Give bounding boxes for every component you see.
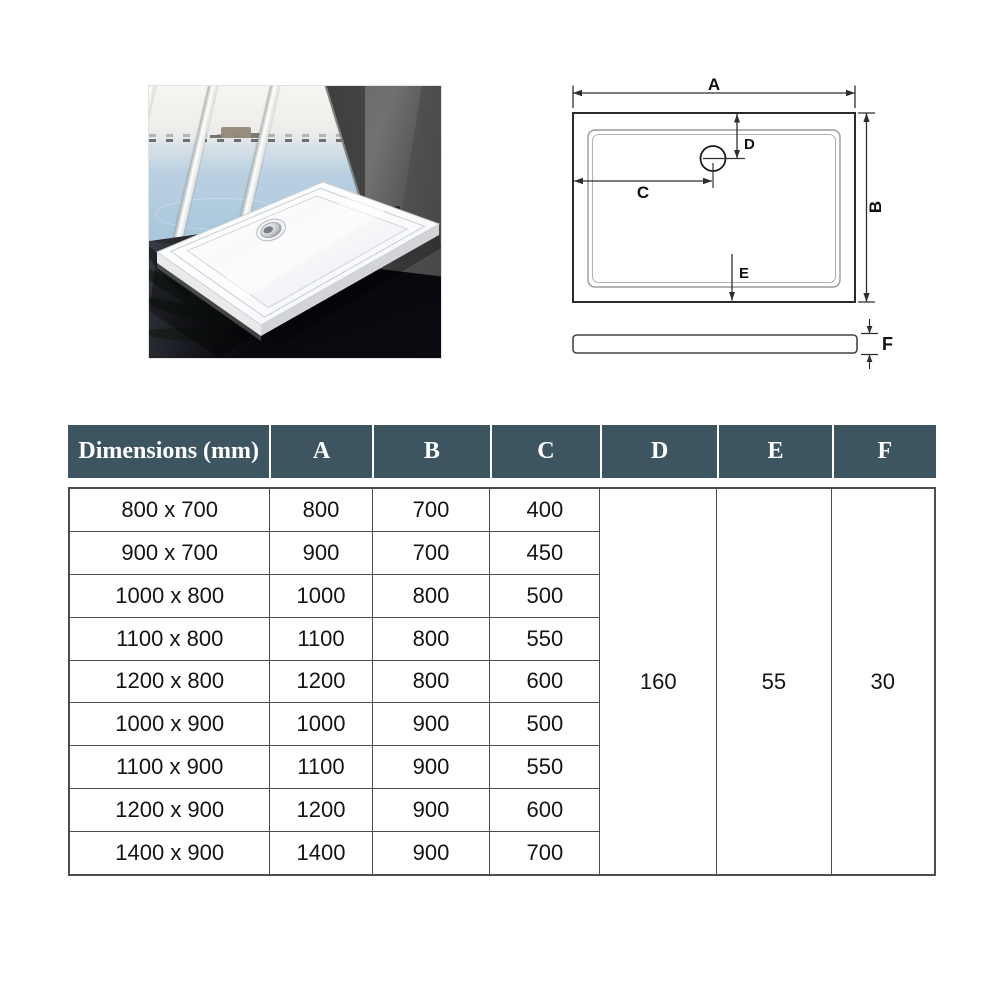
dim-label-e: E	[739, 265, 750, 282]
size-cell: 800 x 700	[69, 488, 270, 532]
c-cell: 400	[490, 488, 600, 532]
size-cell: 1100 x 900	[69, 746, 270, 789]
arrow-down-icon	[867, 326, 873, 334]
size-cell: 1200 x 800	[69, 660, 270, 703]
b-cell: 900	[372, 703, 490, 746]
size-cell: 1000 x 900	[69, 703, 270, 746]
c-cell: 500	[490, 703, 600, 746]
a-cell: 1000	[270, 703, 372, 746]
d-merged-cell: 160	[600, 488, 717, 875]
b-cell: 900	[372, 831, 490, 875]
size-cell: 1100 x 800	[69, 617, 270, 660]
b-cell: 900	[372, 788, 490, 831]
shower-tray	[149, 86, 441, 358]
col-header-d: D	[600, 425, 717, 478]
a-cell: 1100	[270, 617, 372, 660]
size-cell: 1400 x 900	[69, 831, 270, 875]
tray-side-view	[573, 335, 857, 353]
size-cell: 1200 x 900	[69, 788, 270, 831]
c-cell: 550	[490, 617, 600, 660]
col-header-c: C	[490, 425, 600, 478]
f-merged-cell: 30	[831, 488, 935, 875]
a-cell: 1100	[270, 746, 372, 789]
c-cell: 600	[490, 788, 600, 831]
c-cell: 450	[490, 532, 600, 575]
shower-tray-photo	[148, 85, 442, 359]
b-cell: 900	[372, 746, 490, 789]
table-row	[69, 488, 935, 532]
tray-outline	[573, 113, 855, 302]
a-cell: 900	[270, 532, 372, 575]
arrow-left-icon	[573, 90, 582, 96]
dim-label-f: F	[882, 334, 893, 354]
a-cell: 1200	[270, 660, 372, 703]
c-cell: 700	[490, 831, 600, 875]
arrow-up-icon	[867, 355, 873, 363]
col-header-a: A	[269, 425, 371, 478]
arrow-down-icon	[863, 293, 869, 302]
a-cell: 1400	[270, 831, 372, 875]
dim-label-d: D	[744, 136, 755, 153]
arrow-up-icon	[863, 113, 869, 122]
b-cell: 800	[372, 574, 490, 617]
b-cell: 800	[372, 660, 490, 703]
col-header-dimensions: Dimensions (mm)	[68, 425, 269, 478]
col-header-e: E	[717, 425, 832, 478]
c-cell: 550	[490, 746, 600, 789]
a-cell: 1000	[270, 574, 372, 617]
dim-label-c: C	[636, 183, 650, 202]
arrow-right-icon	[846, 90, 855, 96]
table-header	[68, 425, 936, 478]
c-cell: 600	[490, 660, 600, 703]
c-cell: 500	[490, 574, 600, 617]
e-merged-cell: 55	[717, 488, 831, 875]
dim-label-b: B	[866, 200, 885, 214]
col-header-b: B	[372, 425, 490, 478]
a-cell: 800	[270, 488, 372, 532]
dim-label-a: A	[707, 75, 721, 94]
a-cell: 1200	[270, 788, 372, 831]
size-cell: 1000 x 800	[69, 574, 270, 617]
b-cell: 700	[372, 532, 490, 575]
col-header-f: F	[832, 425, 936, 478]
b-cell: 700	[372, 488, 490, 532]
dimension-diagram	[540, 70, 920, 370]
b-cell: 800	[372, 617, 490, 660]
dimensions-table	[68, 487, 936, 876]
size-cell: 900 x 700	[69, 532, 270, 575]
